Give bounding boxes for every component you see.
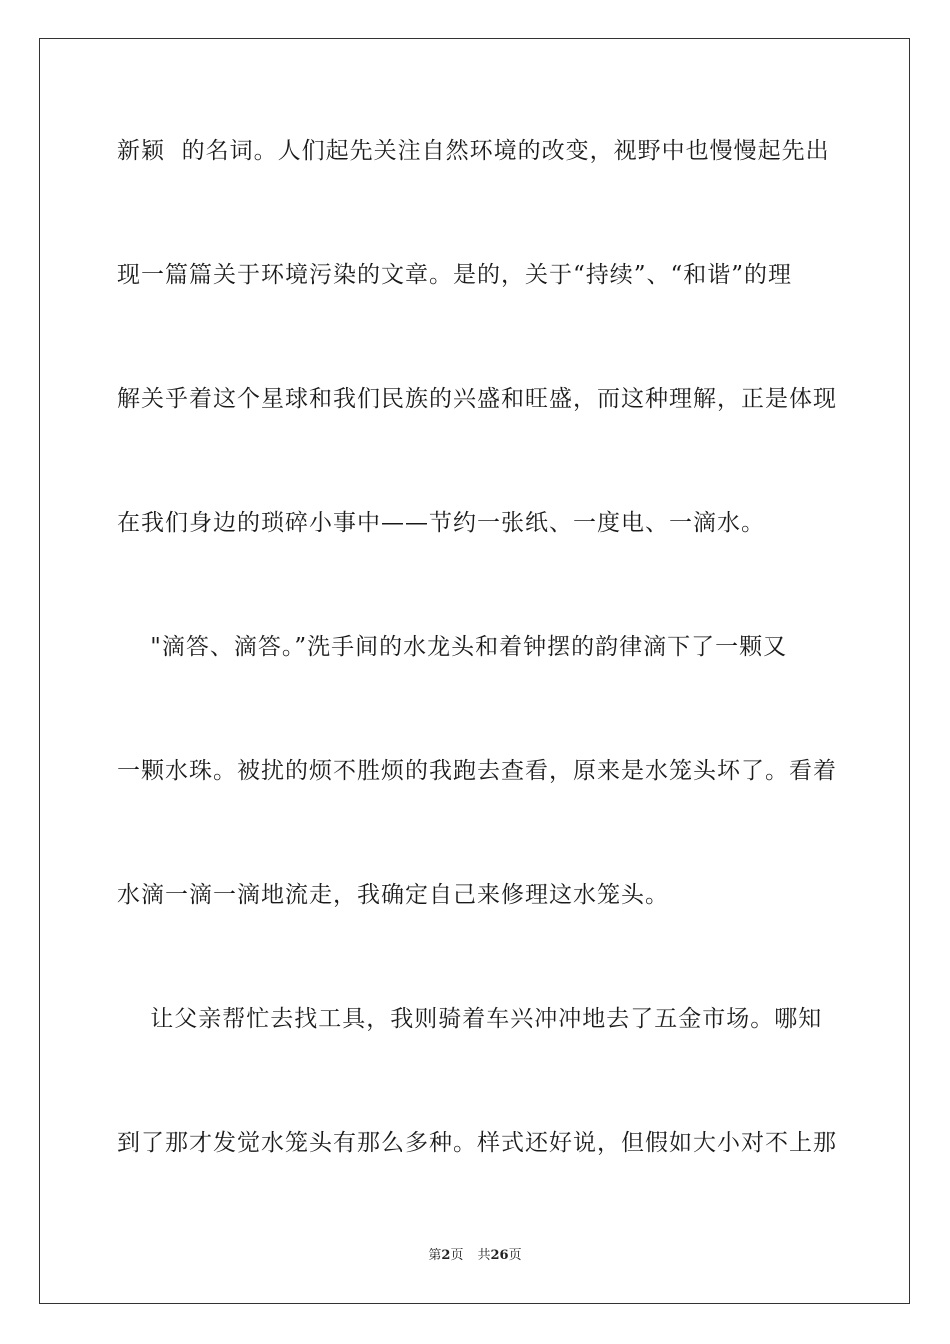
text-line: "滴答、滴答。”洗手间的水龙头和着钟摆的韵律滴下了一颗又 — [117, 634, 788, 660]
text-line: 水滴一滴一滴地流走，我确定自己来修理这水笼头。 — [117, 882, 669, 908]
text-line: 一颗水珠。被扰的烦不胜烦的我跑去查看，原来是水笼头坏了。看着 — [117, 758, 837, 784]
page-footer — [0, 1247, 950, 1265]
total-pages: 26 — [490, 1248, 509, 1263]
text-line: 到了那才发觉水笼头有那么多种。样式还好说，但假如大小对不上那 — [117, 1130, 837, 1156]
page-border — [39, 38, 910, 1304]
text-line: 解关乎着这个星球和我们民族的兴盛和旺盛，而这种理解，正是体现 — [117, 386, 837, 412]
page-number: 2 — [441, 1248, 451, 1263]
total-suffix: 页 — [508, 1248, 522, 1263]
page-suffix: 页 — [450, 1248, 464, 1263]
text-line: 现一篇篇关于环境污染的文章。是的，关于“持续”、“和谐”的理 — [117, 262, 793, 288]
text-line: 在我们身边的琐碎小事中——节约一张纸、一度电、一滴水。 — [117, 510, 765, 536]
text-line: 新颖 的名词。人们起先关注自然环境的改变，视野中也慢慢起先出 — [117, 138, 830, 164]
total-prefix: 共 — [477, 1248, 491, 1263]
page-prefix: 第 — [428, 1248, 442, 1263]
text-line: 让父亲帮忙去找工具，我则骑着车兴冲冲地去了五金市场。哪知 — [117, 1006, 823, 1032]
